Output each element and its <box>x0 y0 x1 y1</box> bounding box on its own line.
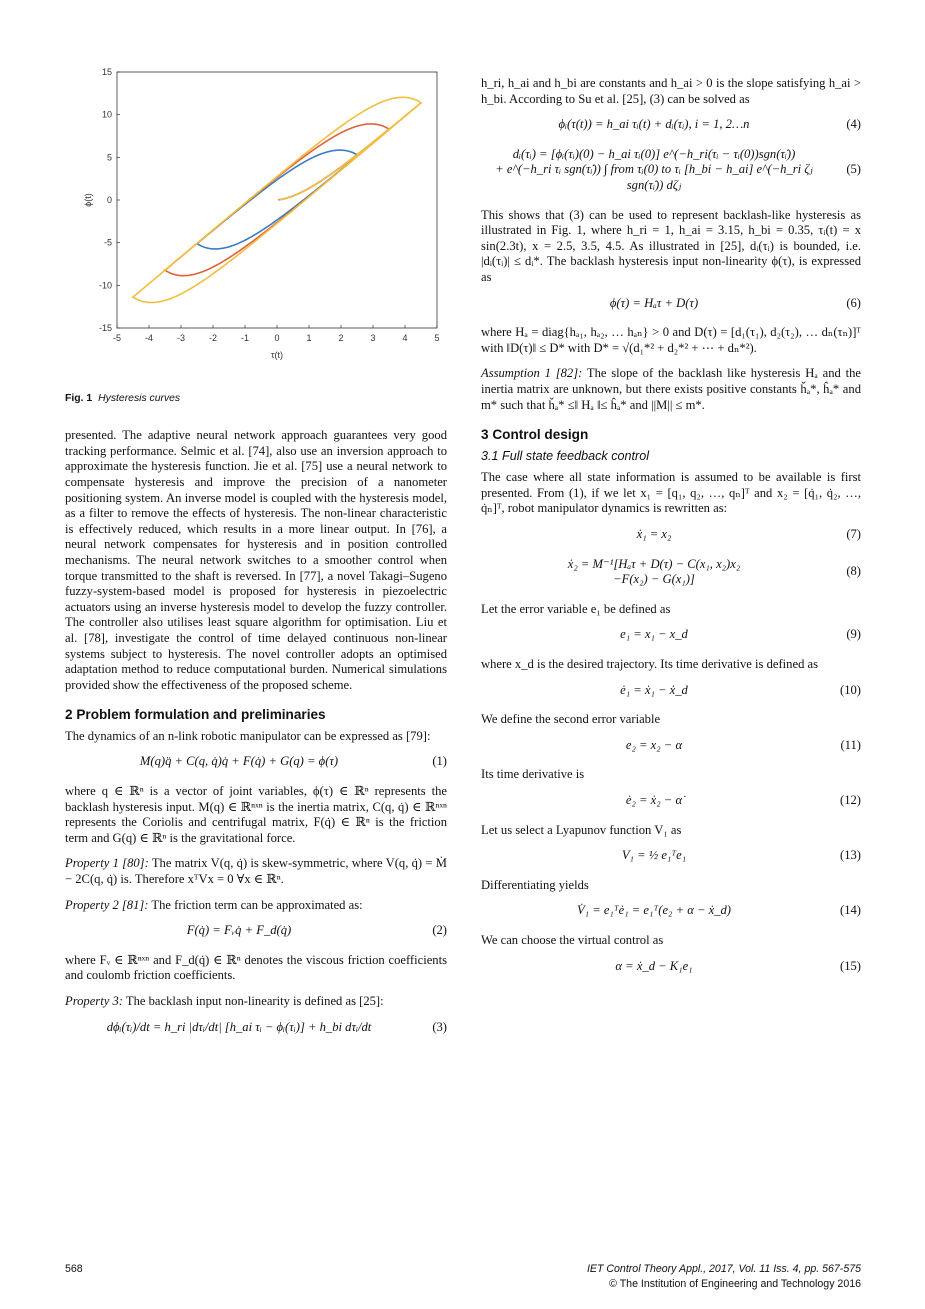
equation-number: (15) <box>840 958 861 973</box>
equation-1 <box>65 754 447 770</box>
x-tick-label: 1 <box>306 333 312 343</box>
equation-line: + e^(−h_ri τᵢ sgn(τ̇ᵢ)) ∫ from τᵢ(0) to τᵢ [h_bi − h_ai] e^(−h_ri ζⱼ sgn(τ̇ᵢ)) dζⱼ <box>495 162 813 192</box>
equation-number: (10) <box>840 682 861 697</box>
x-tick-label: 0 <box>274 333 280 343</box>
equation-line: dᵢ(τᵢ) = [ϕᵢ(τᵢ)(0) − h_ai τᵢ(0)] e^(−h_ri(τᵢ − τᵢ(0))sgn(τ̇ᵢ)) <box>512 146 796 161</box>
paragraph: where Fᵥ ∈ ℝⁿˣⁿ and F_d(q̇) ∈ ℝⁿ denotes the viscous friction coefficients and coulomb friction coefficients. <box>65 952 447 983</box>
property-3 <box>65 994 447 1010</box>
equation-body: M(q)q̈ + C(q, q̇)q̇ + F(q̇) + G(q) = ϕ(τ) <box>139 754 339 769</box>
paragraph: We define the second error variable <box>481 712 661 727</box>
equation-body: e₁ = x₁ − x_d <box>620 627 688 642</box>
journal-citation: IET Control Theory Appl., 2017, Vol. 11 Iss. 4, pp. 567-575 <box>586 1263 861 1275</box>
equation-body: ė₂ = ẋ₂ − α̇ <box>625 793 683 807</box>
equation-9 <box>481 627 861 643</box>
equation-number: (14) <box>840 903 861 918</box>
paragraph: The dynamics of an n-link robotic manipulator can be expressed as [79]: <box>65 728 431 743</box>
equation-10 <box>481 683 861 699</box>
paragraph: Its time derivative is <box>481 767 585 782</box>
equation-number: (8) <box>846 564 861 579</box>
property-text: The backlash input non-linearity is defined as [25]: <box>125 994 384 1008</box>
equation-number: (6) <box>846 295 861 310</box>
x-tick-label: 2 <box>338 333 344 343</box>
equation-number: (13) <box>840 848 861 863</box>
x-tick-label: -2 <box>208 333 218 343</box>
x-tick-label: 4 <box>402 333 408 343</box>
x-tick-label: 3 <box>370 333 376 343</box>
y-tick-label: 15 <box>101 67 112 77</box>
plot-frame <box>117 72 437 328</box>
equation-body: F(q̇) = Fᵥq̇ + F_d(q̇) <box>186 923 292 938</box>
equation-11 <box>481 738 861 754</box>
equation-body: α = ẋ_d − K₁e₁ <box>615 958 693 973</box>
equation-8 <box>481 557 861 588</box>
y-tick-label: 5 <box>106 152 112 163</box>
equation-7 <box>481 527 861 543</box>
equation-number: (9) <box>846 627 861 642</box>
y-tick-label: 10 <box>101 109 112 120</box>
y-tick-label: -5 <box>103 237 112 248</box>
paragraph: where Hₐ = diag{hₐ₁, hₐ₂, … hₐₙ} > 0 and D(τ) = [d₁(τ₁), d₂(τ₂), … dₙ(τₙ)]ᵀ with ‖D(τ)‖ ≤ D* with D* = √(d₁*² + d₂*² + ⋯ + dₙ*²). <box>481 325 861 355</box>
footer-citation <box>587 1262 861 1292</box>
equation-3 <box>65 1020 447 1036</box>
paragraph: presented. The adaptive neural network approach guarantees very good tracking performance. Selmic et al. [74], also use an inversion approach to approximate the hysteresis function. Jie et al. [75] use a neural network to compensate hysteresis and improve the precision of a nanometer positioning system. An inverse model is coupled with the hysteresis model, as a filter to remove the effects of hysteresis. The non-linear characteristic is effectively reduced, which results in a more linear output. In [76], a neural network compensates for hysteresis and in position controlled mechanisms. The neural network switches to a smoother control when torque transmitted to the shaft is reversed. In [77], a novel Takagi–Sugeno fuzzy-system-based model is proposed for hysteresis in piezoelectric actuators using an inverse hysteresis model to develop the fuzzy controller. The controller also utilises least square algorithm for optimisation. Liu et al. [78], investigate the control of time delayed continuous non-linear systems subject to hysteresis. The novel controller adopts an optimised adaptation method to reduce computational burden. Numerical simulations provided show the effectiveness of the proposed scheme. <box>65 428 447 692</box>
equation-4 <box>481 117 861 133</box>
equation-number: (3) <box>432 1019 447 1034</box>
equation-number: (4) <box>846 117 861 132</box>
equation-body: e₂ = x₂ − α <box>625 737 683 752</box>
page-number: 568 <box>65 1263 83 1275</box>
equation-number: (5) <box>846 162 861 177</box>
left-column <box>65 60 447 1049</box>
assumption-text: The slope of the backlash like hysteresis Hₐ and the inertia matrix are unknown, but there exists positive constants ȟₐ*, ĥₐ* and m* such that ȟₐ* ≤‖ Hₐ ‖≤ ĥₐ* and ||M|| ≤ m*. <box>481 366 861 412</box>
equation-5 <box>481 147 861 194</box>
x-tick-label: -3 <box>176 333 186 343</box>
section-heading: 2 Problem formulation and preliminaries <box>65 707 326 723</box>
paragraph: Differentiating yields <box>481 877 589 892</box>
paragraph: Let the error variable e₁ be defined as <box>481 601 671 616</box>
equation-6 <box>481 296 861 312</box>
equation-body: dϕᵢ(τᵢ)/dt = h_ri |dτᵢ/dt| [h_ai τᵢ − ϕᵢ(τᵢ)] + h_bi dτᵢ/dt <box>106 1019 372 1034</box>
equation-body: ϕ(τ) = Hₐτ + D(τ) <box>609 295 699 310</box>
assumption-1 <box>481 366 861 413</box>
equation-body <box>481 147 827 194</box>
caption-text: Hysteresis curves <box>98 392 181 404</box>
property-heading: Property 2 [81]: <box>65 897 149 912</box>
paragraph: h_ri, h_ai and h_bi are constants and h_ai > 0 is the slope satisfying h_ai > h_bi. According to Su et al. [25], (3) can be solved as <box>481 76 861 106</box>
x-tick-label: 5 <box>434 333 440 343</box>
caption-label: Fig. 1 <box>65 392 93 404</box>
x-tick-label: -1 <box>240 333 250 343</box>
x-tick-label: -5 <box>112 333 122 343</box>
hysteresis-chart <box>65 60 445 378</box>
equation-number: (1) <box>432 754 447 769</box>
property-heading: Property 3: <box>65 994 123 1008</box>
equation-body: ϕᵢ(τ(t)) = h_ai τᵢ(t) + dᵢ(τᵢ), i = 1, 2…n <box>558 117 750 132</box>
equation-number: (2) <box>432 923 447 938</box>
property-2 <box>65 898 447 914</box>
equation-body <box>481 557 827 588</box>
equation-line: −F(x₂) − G(x₁)] <box>613 572 695 587</box>
equation-line: ẋ₂ = M⁻¹[Hₐτ + D(τ) − C(x₁, x₂)x₂ <box>567 556 741 571</box>
property-text: The friction term can be approximated as: <box>151 897 363 912</box>
paragraph: We can choose the virtual control as <box>481 932 664 947</box>
y-tick-label: 0 <box>106 195 112 205</box>
y-axis-label: ϕ(t) <box>83 193 93 207</box>
equation-14 <box>481 903 861 919</box>
copyright: © The Institution of Engineering and Technology 2016 <box>609 1278 861 1290</box>
paragraph: where q ∈ ℝⁿ is a vector of joint variables, ϕ(τ) ∈ ℝⁿ represents the backlash hysteresis input. M(q) ∈ ℝⁿˣⁿ is the inertia matrix, C(q, q̇) ∈ ℝⁿˣⁿ represents the Coriolis and centrifugal matrix, F(q̇) ∈ ℝⁿ is the friction term and G(q) ∈ ℝⁿ is the gravitational force. <box>65 784 447 845</box>
equation-number: (7) <box>846 527 861 542</box>
equation-15 <box>481 959 861 975</box>
paragraph: Let us select a Lyapunov function V₁ as <box>481 822 682 837</box>
property-heading: Property 1 [80]: <box>65 856 149 871</box>
paragraph: This shows that (3) can be used to represent backlash-like hysteresis as illustrated in Fig. 1, where h_ri = 1, h_ai = 3.15, h_bi = 0.35, τᵢ(t) = x sin(2.3t), x = 2.5, 3.5, 4.5. As illustrated in [25], dᵢ(τᵢ) is bounded, i.e. |dᵢ(τᵢ)| ≤ dᵢ*. The backlash hysteresis input non-linearity ϕ(τ), is expressed as <box>481 207 861 284</box>
subsection-heading: 3.1 Full state feedback control <box>481 448 650 463</box>
x-tick-label: -4 <box>144 333 154 343</box>
x-axis-label: τ(t) <box>270 350 284 360</box>
figure-caption <box>65 391 447 407</box>
right-column <box>481 76 861 988</box>
equation-body: V₁ = ½ e₁ᵀe₁ <box>621 848 687 863</box>
y-tick-label: -15 <box>98 323 112 333</box>
equation-number: (11) <box>840 737 861 752</box>
figure-1 <box>65 60 447 406</box>
equation-12 <box>481 793 861 809</box>
paragraph: where x_d is the desired trajectory. Its time derivative is defined as <box>481 657 818 672</box>
property-1 <box>65 856 447 887</box>
paragraph: The case where all state information is assumed to be available is first presented. From (1), if we let x₁ = [q₁, q₂, …, qₙ]ᵀ and x₂ = [q̇₁, q̇₂, …, q̇ₙ]ᵀ, robot manipulator dynamics is rewritten as: <box>481 470 861 516</box>
equation-13 <box>481 848 861 864</box>
equation-number: (12) <box>840 793 861 807</box>
property-text: The matrix V(q, q̇) is skew-symmetric, where V(q, q̇) = Ṁ − 2C(q, q̇) is. Therefore xᵀVx = 0 ∀x ∈ ℝⁿ. <box>65 856 447 887</box>
equation-body: ė₁ = ẋ₁ − ẋ_d <box>620 682 688 697</box>
section-heading: 3 Control design <box>481 427 589 443</box>
equation-2 <box>65 923 447 939</box>
equation-body: ẋ₁ = x₂ <box>636 527 672 542</box>
equation-body: V̇₁ = e₁ᵀė₁ = e₁ᵀ(e₂ + α − ẋ_d) <box>576 903 732 918</box>
y-tick-label: -10 <box>98 280 112 291</box>
assumption-heading: Assumption 1 [82]: <box>481 366 583 381</box>
